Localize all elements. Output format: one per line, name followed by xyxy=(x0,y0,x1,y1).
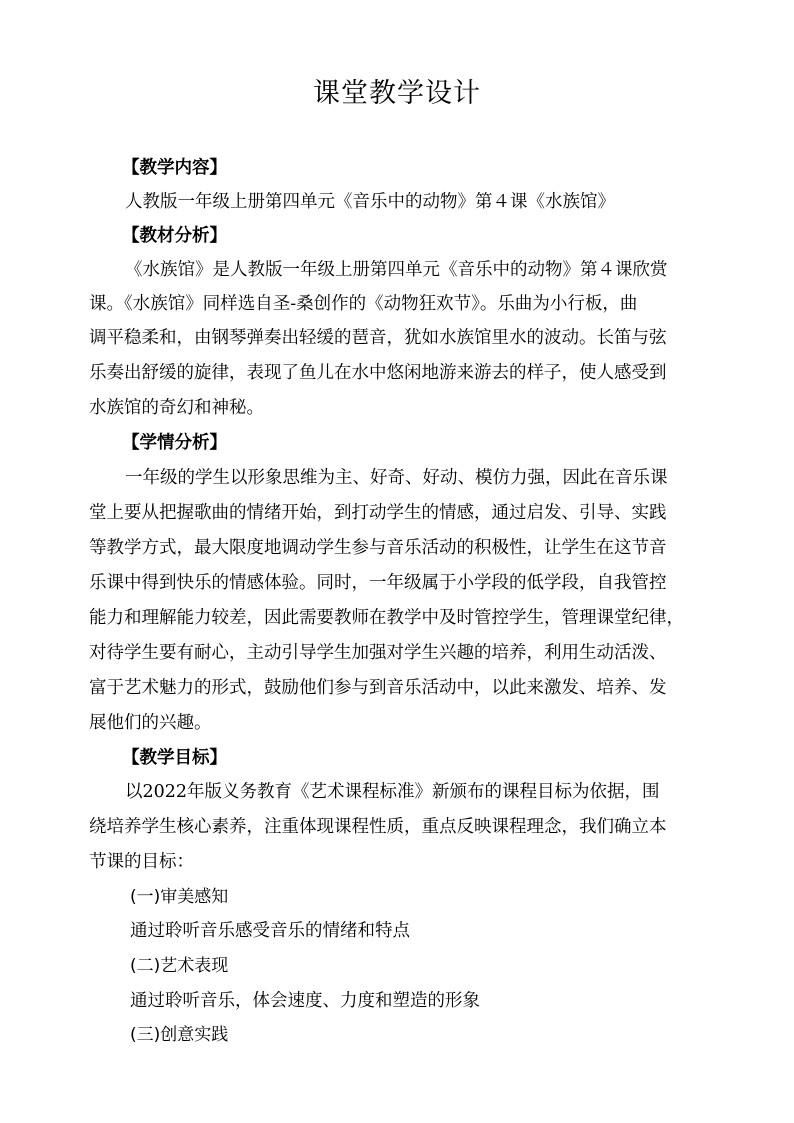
section-heading-material: 【教材分析】 xyxy=(122,226,227,246)
page-title: 课堂教学设计 xyxy=(313,78,481,109)
goal-item-label: (二)艺术表现 xyxy=(130,956,229,976)
material-line: 《水族馆》是人教版一年级上册第四单元《音乐中的动物》第４课欣赏 xyxy=(125,260,668,280)
content-text: 人教版一年级上册第四单元《音乐中的动物》第４课《水族馆》 xyxy=(125,192,615,212)
students-line: 对待学生要有耐心，主动引导学生加强对学生兴趣的培养，利用生动活泼、 xyxy=(89,643,667,663)
material-line: 水族馆的奇幻和神秘。 xyxy=(89,398,264,418)
students-line: 富于艺术魅力的形式，鼓励他们参与到音乐活动中，以此来激发、培养、发 xyxy=(89,678,667,698)
section-heading-goals: 【教学目标】 xyxy=(122,748,227,768)
goal-item-text: 通过聆听音乐，体会速度、力度和塑造的形象 xyxy=(130,991,480,1011)
material-line: 乐奏出舒缓的旋律，表现了鱼儿在水中悠闲地游来游去的样子，使人感受到 xyxy=(89,363,667,383)
section-heading-content: 【教学内容】 xyxy=(122,158,227,178)
goals-line: 绕培养学生核心素养，注重体现课程性质，重点反映课程理念，我们确立本 xyxy=(89,817,667,837)
goal-item-text: 通过聆听音乐感受音乐的情绪和特点 xyxy=(130,921,410,941)
goal-item-label: (一)审美感知 xyxy=(130,887,229,907)
material-line: 调平稳柔和，由钢琴弹奏出轻缓的琶音，犹如水族馆里水的波动。长笛与弦 xyxy=(89,328,667,348)
students-line: 等教学方式，最大限度地调动学生参与音乐活动的积极性，让学生在这节音 xyxy=(89,538,667,558)
students-line: 堂上要从把握歌曲的情绪开始，到打动学生的情感，通过启发、引导、实践 xyxy=(89,503,667,523)
students-line: 展他们的兴趣。 xyxy=(89,713,212,733)
students-line: 能力和理解能力较差，因此需要教师在教学中及时管控学生，管理课堂纪律， xyxy=(89,608,684,628)
students-line: 一年级的学生以形象思维为主、好奇、好动、模仿力强，因此在音乐课 xyxy=(125,468,668,488)
goals-line: 以2022年版义务教育《艺术课程标准》新颁布的课程目标为依据，围 xyxy=(125,782,660,802)
goals-line: 节课的目标： xyxy=(89,852,194,872)
goal-item-label: (三)创意实践 xyxy=(130,1025,229,1045)
students-line: 乐课中得到快乐的情感体验。同时，一年级属于小学段的低学段，自我管控 xyxy=(89,573,667,593)
section-heading-students: 【学情分析】 xyxy=(122,433,227,453)
material-line: 课。《水族馆》同样选自圣-桑创作的《动物狂欢节》。乐曲为小行板，曲 xyxy=(89,294,638,314)
